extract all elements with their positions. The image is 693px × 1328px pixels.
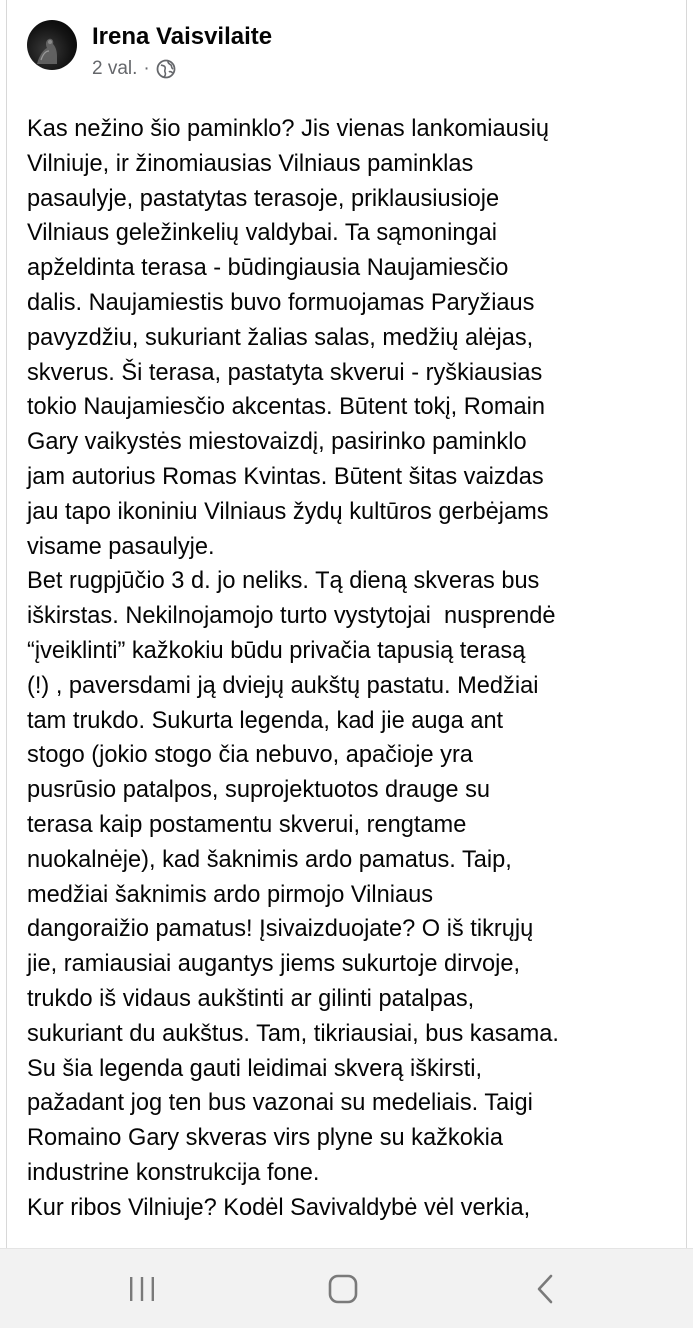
post-paragraph-1: Kas nežino šio paminklo? Jis vienas lankomiausių Vilniuje, ir žinomiausias Vilniaus paminklas pasaulyje, pastatytas terasoje, priklausiusioje Vilniaus geležinkelių valdybai. Ta sąmoningai apželdinta terasa - būdingiausia Naujamiesčio dalis. Naujamiestis buvo formuojamas Paryžiaus pavyzdžiu, sukuriant žalias salas, medžių alėjas, skverus. Ši terasa, pastatyta skverui - ryškiausias tokio Naujamiesčio akcentas. Būtent tokį, Romain Gary vaikystės miestovaizdį, pasirinko paminklo jam autorius Romas Kvintas. Būtent šitas vaizdas jau tapo ikoniniu Vilniaus žydų kultūros gerbėjams visame pasaulyje.	[27, 116, 549, 560]
post-paragraph-2: Bet rugpjūčio 3 d. jo neliks. Tą dieną skveras bus iškirstas. Nekilnojamojo turto vystytojai nusprendė “įveiklinti” kažkokiu būdu privačia tapusią terasą (!) , paversdami ją dviejų aukštų pastatu. Medžiai tam trukdo. Sukurta legenda, kad jie auga ant stogo (jokio stogo čia nebuvo, apačioje yra pusrūsio patalpos, suprojektuotos drauge su terasa kaip postamentu skverui, rengtame nuokalnėje), kad šaknimis ardo pamatus. Taip, medžiai šaknimis ardo pirmojo Vilniaus dangoraižio pamatus! Įsivaizduojate? O iš tikrųjų jie, ramiausiai augantys jiems sukurtoje dirvoje, trukdo iš vidaus aukštinti ar gilinti patalpas, sukuriant du aukštus. Tam, tikriausiai, bus kasama. Su šia legenda gauti leidimai skverą iškirsti, pažadant jog ten bus vazonai su medeliais. Taigi Romaino Gary skveras virs plyne su kažkokia industrine konstrukcija fone.	[27, 568, 559, 1186]
meta-separator: ·	[143, 58, 150, 79]
post-left-border	[6, 0, 7, 1248]
post-meta	[92, 58, 272, 80]
back-icon	[534, 1273, 556, 1305]
home-button[interactable]	[298, 1249, 388, 1328]
back-button[interactable]	[500, 1249, 590, 1328]
post-paragraph-3: Kur ribos Vilniuje? Kodėl Savivaldybė vėl verkia,	[27, 1194, 531, 1221]
recent-apps-button[interactable]	[97, 1249, 187, 1328]
recent-apps-icon	[127, 1276, 157, 1302]
author-avatar[interactable]	[27, 20, 77, 70]
post-body	[27, 112, 677, 1226]
avatar-silhouette-icon	[27, 20, 77, 70]
home-icon	[327, 1273, 359, 1305]
android-navigation-bar	[0, 1248, 693, 1328]
author-name[interactable]: Irena Vaisvilaite	[92, 23, 273, 50]
post-right-border	[686, 0, 687, 1248]
globe-icon[interactable]	[156, 59, 176, 79]
post-header	[27, 20, 272, 80]
post-time[interactable]: 2 val.	[92, 58, 138, 79]
